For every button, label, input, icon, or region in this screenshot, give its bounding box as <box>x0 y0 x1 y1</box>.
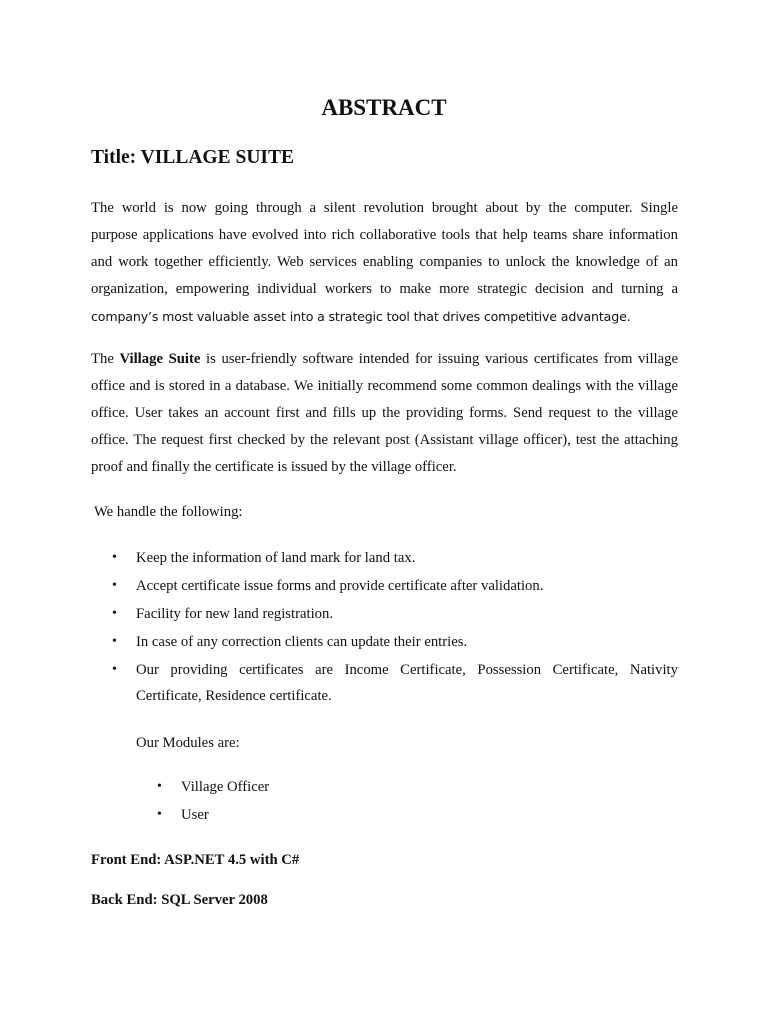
handle-intro: We handle the following: <box>94 504 243 520</box>
list-item <box>91 573 678 599</box>
module-item <box>136 802 269 828</box>
list-item-text: Keep the information of land mark for land tax. <box>136 550 416 566</box>
list-item <box>91 657 678 709</box>
bullet-icon: • <box>112 578 117 593</box>
module-item <box>136 774 269 800</box>
intro-line: The world is now going through a silent revolution brought about by the computer. Single <box>91 200 678 216</box>
module-name: User <box>181 807 209 823</box>
modules-label: Our Modules are: <box>136 735 240 751</box>
bullet-icon: • <box>157 807 162 822</box>
description-text: is user-friendly software intended for issuing various certificates from village office and is stored in a database. We initially recommend some common dealings with the village office. User takes an account first and fills up the providing forms. Send request to the village office. The request first checked by the relevant post (Assistant village officer), test the attaching proof and finally the certificate is issued by the village officer. <box>91 351 678 475</box>
bullet-icon: • <box>112 634 117 649</box>
bullet-icon: • <box>157 779 162 794</box>
intro-line-last: company’s most valuable asset into a strategic tool that drives competitive advantage. <box>91 309 631 324</box>
list-item <box>91 601 678 627</box>
product-name: Village Suite <box>119 351 201 367</box>
bullet-icon: • <box>112 606 117 621</box>
modules-list <box>136 774 269 830</box>
front-end-line: Front End: ASP.NET 4.5 with C# <box>91 852 300 868</box>
intro-line: and work together efficiently. Web services enabling companies to unlock the knowledge of an <box>91 254 678 270</box>
description-prefix: The <box>91 351 120 367</box>
intro-line: purpose applications have evolved into rich collaborative tools that help teams share information <box>91 227 678 243</box>
document-title: Title: VILLAGE SUITE <box>91 147 294 168</box>
list-item-text: Our providing certificates are Income Certificate, Possession Certificate, Nativity Certificate, Residence certificate. <box>136 662 678 704</box>
bullet-icon: • <box>112 550 117 565</box>
module-name: Village Officer <box>181 779 270 795</box>
back-end-line: Back End: SQL Server 2008 <box>91 892 268 908</box>
abstract-heading: ABSTRACT <box>321 95 447 120</box>
list-item-text: Accept certificate issue forms and provide certificate after validation. <box>136 578 544 594</box>
bullet-icon: • <box>112 662 117 677</box>
intro-paragraph <box>91 195 678 330</box>
intro-line: organization, empowering individual workers to make more strategic decision and turning a <box>91 281 678 297</box>
list-item-text: In case of any correction clients can update their entries. <box>136 634 468 650</box>
list-item <box>91 545 678 571</box>
list-item <box>91 629 678 655</box>
description-paragraph <box>91 346 678 481</box>
list-item-text: Facility for new land registration. <box>136 606 334 622</box>
features-list <box>91 545 678 711</box>
